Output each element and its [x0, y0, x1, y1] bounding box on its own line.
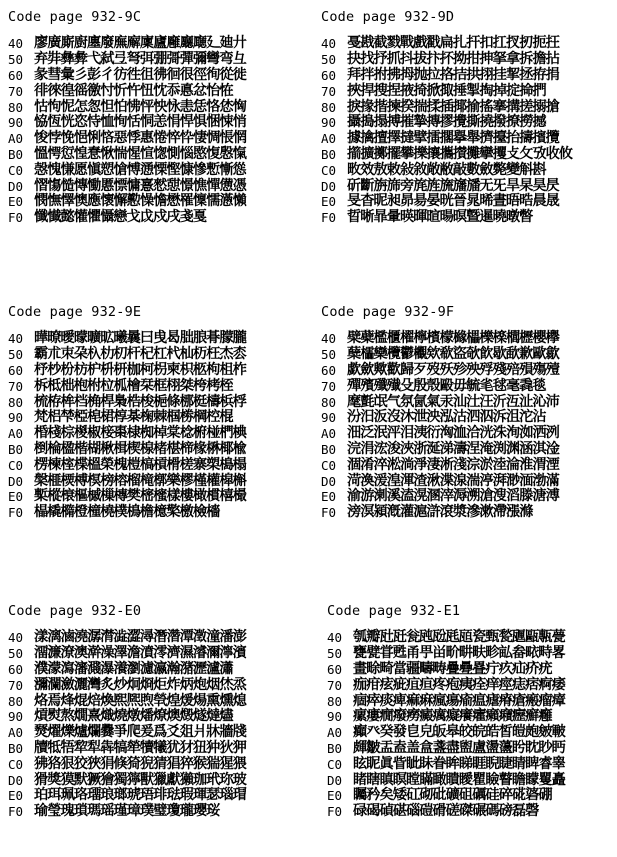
row-characters: 槃榧樮榑榠榜榕榴槞槨樂樛槿權槹槲	[34, 472, 246, 489]
row-offset-label: D0	[8, 473, 24, 489]
row-offset-label: 60	[8, 661, 24, 677]
char-table	[321, 36, 617, 226]
row-offset-label: 50	[8, 347, 24, 363]
table-row	[321, 194, 617, 210]
row-offset-label: 50	[321, 52, 337, 68]
row-characters: 麾氈氓气氛氤氣汞汕汢汪沂沍沚沁沛	[347, 393, 559, 410]
row-offset-label: D0	[321, 178, 337, 194]
row-characters: 檗蘗檻櫃櫂檸檳檬櫞櫑櫟檪櫚櫪櫻欅	[347, 330, 559, 347]
table-row	[8, 162, 304, 178]
row-offset-label: 80	[8, 394, 24, 410]
table-row	[8, 99, 304, 115]
row-offset-label: C0	[327, 756, 343, 772]
char-table	[8, 36, 304, 226]
row-characters: 汾汨汳沒沐泄泱泓沽泗泅泝沮沱沾	[347, 409, 546, 426]
code-page-block-9e	[8, 303, 304, 521]
row-characters: 瘰瘻癇癈癆癜癘癡癢癨癩癪癧癬癰	[353, 708, 552, 725]
row-offset-label: E0	[321, 489, 337, 505]
table-row	[327, 772, 617, 788]
table-row	[8, 347, 304, 363]
table-row	[321, 178, 617, 194]
row-characters: 據擒擅擇撻擘擂擱擧舉擠擡抬擣擯攬	[347, 130, 559, 147]
row-offset-label: 60	[327, 661, 343, 677]
char-table	[321, 331, 617, 521]
row-characters: 癲癶癸發皀皃皈皋皎皖皓皙皚皰皴皸	[353, 724, 565, 741]
row-characters: 睹瞎瞋瞑瞠瞞瞰瞶瞹瞿瞼瞽瞻矇矍矗	[353, 771, 565, 788]
table-row	[321, 442, 617, 458]
row-characters: 懺懴懿懽懼懾戀戈戉戍戌戔戛	[34, 209, 207, 226]
row-offset-label: 60	[8, 362, 24, 378]
row-characters: 拜拌拊拂拇抛拉挌拮拱挧挂挈拯拵捐	[347, 66, 559, 83]
table-row	[327, 646, 617, 662]
row-characters: 牘牴牾犂犁犇犒犖犢犧犹犲狃狆狄狎	[34, 739, 246, 756]
row-offset-label: C0	[321, 162, 337, 178]
table-row	[321, 68, 617, 84]
table-row	[321, 505, 617, 521]
row-offset-label: 70	[8, 378, 24, 394]
row-characters: 彖彗彙彡彭彳彷徃徂彿徊很徑徇從徙	[34, 66, 246, 83]
row-characters: 涸淆淬淞淌淨淒淅淺淙淤淕淪淮渭湮	[347, 456, 559, 473]
row-characters: 霸朮朿朶杁朸朷杆杞杠杙杣杤枉杰枩	[34, 346, 246, 363]
row-offset-label: 90	[8, 709, 24, 725]
table-row	[327, 756, 617, 772]
row-offset-label: 70	[8, 677, 24, 693]
row-offset-label: 40	[321, 331, 337, 347]
row-characters: 徘徠徨徭徼忖忻忤忸忱忝悳忿怡恠	[34, 82, 233, 99]
table-row	[8, 210, 304, 226]
row-characters: 柝柢柮枹柎柆柧檜栞框栩桀桍栲桎	[34, 377, 233, 394]
block-title: Code page 932-E0	[8, 603, 142, 619]
row-offset-label: C0	[8, 756, 24, 772]
row-characters: 晢晰暃暈暎暉暄暘暝曁暹曉暾暼	[347, 209, 533, 226]
table-row	[8, 363, 304, 379]
row-characters: 燹燿爍爐爛爨爭爬爰爲爻爼爿牀牆牋	[34, 724, 246, 741]
row-offset-label: D0	[321, 473, 337, 489]
row-offset-label: B0	[8, 146, 24, 162]
row-offset-label: 90	[8, 410, 24, 426]
block-title: Code page 932-E1	[327, 603, 461, 619]
table-row	[327, 741, 617, 757]
row-offset-label: D0	[327, 772, 343, 788]
table-row	[8, 662, 304, 678]
row-characters: 捩掾揩揀揆揣揉插揶揄搖搴搆搓搦搶	[347, 98, 559, 115]
row-characters: 橸橇橢橙橦橈樸樢檐檍檠檄檢檣	[34, 504, 220, 521]
row-characters: 痂疳痃疵疽疸疼疱痍痊痒痙痣痞痾痿	[353, 676, 565, 693]
row-characters: 渮渙湲湟渾渣湫渫湶湍渟湃渺湎渤滿	[347, 472, 559, 489]
row-offset-label: E0	[8, 194, 24, 210]
code-page-block-9f	[321, 303, 617, 521]
table-row	[327, 693, 617, 709]
row-offset-label: 70	[321, 83, 337, 99]
row-characters: 憫憮懌懊應懷懈懃懆憺懋罹懍懦懣懶	[34, 193, 246, 210]
row-characters: 瀰瀾瀲灑灣炙炒炯烱炬炸炳炮烟烋烝	[34, 676, 246, 693]
row-offset-label: A0	[8, 725, 24, 741]
row-characters: 戞戡截戮戰戲戳扁扎扞扣扛扠扨扼抂	[347, 35, 559, 52]
table-row	[8, 505, 304, 521]
row-offset-label: 50	[321, 347, 337, 363]
row-characters: 愨愧慊愿愼愬愴愽慂慄慳慷慘慙慚慫	[34, 161, 246, 178]
row-offset-label: A0	[8, 131, 24, 147]
row-characters: 畋效敖敕敍敘敞敝敲數斂斃變斛斟	[347, 161, 546, 178]
table-row	[327, 725, 617, 741]
table-row	[321, 99, 617, 115]
row-offset-label: 70	[321, 378, 337, 394]
row-characters: 悛悖悗悒悧悋惡悸惠惓悴忰悽惆悵惘	[34, 130, 246, 147]
row-characters: 楞楝榁楪榲榮槐榿槁槓榾槎寨槊槝榻	[34, 456, 246, 473]
row-offset-label: 90	[327, 709, 343, 725]
table-row	[321, 331, 617, 347]
table-row	[321, 473, 617, 489]
row-offset-label: B0	[321, 441, 337, 457]
row-offset-label: B0	[8, 740, 24, 756]
row-characters: 甕甓甞甦甬甼畄畍畊畉畛畆畚畩畤畧	[353, 645, 565, 662]
row-offset-label: F0	[8, 210, 24, 226]
row-offset-label: 80	[8, 693, 24, 709]
table-row	[8, 52, 304, 68]
row-offset-label: A0	[321, 426, 337, 442]
row-characters: 慴慯慥慱慟慝慓慵憙憖憇憬憔憚憊憑	[34, 177, 246, 194]
table-row	[8, 36, 304, 52]
table-row	[321, 210, 617, 226]
row-offset-label: E0	[8, 788, 24, 804]
table-row	[327, 709, 617, 725]
table-row	[8, 178, 304, 194]
row-characters: 弃弉彝彜弋弑弖弩弭弸彁彈彌彎弯彑	[34, 51, 246, 68]
table-row	[8, 788, 304, 804]
table-row	[8, 68, 304, 84]
table-row	[8, 693, 304, 709]
row-offset-label: B0	[327, 740, 343, 756]
row-offset-label: C0	[8, 457, 24, 473]
table-row	[327, 788, 617, 804]
row-offset-label: 50	[8, 52, 24, 68]
table-row	[8, 442, 304, 458]
char-table	[8, 331, 304, 521]
row-characters: 畫畭畸當疆疇畴疊疉疂疔疚疝疥疣	[353, 660, 552, 677]
table-row	[321, 378, 617, 394]
row-offset-label: 80	[327, 693, 343, 709]
row-offset-label: 80	[321, 394, 337, 410]
row-offset-label: F0	[8, 505, 24, 521]
row-offset-label: 90	[321, 115, 337, 131]
row-characters: 渝游溂溪溘滉溷滓溽溯滄溲滔滕溏溥	[347, 488, 559, 505]
char-table	[8, 630, 304, 820]
row-characters: 恊恆恍恣恃恤恂恬恫恙悁悍惧悃悚悄	[34, 114, 246, 131]
table-row	[321, 363, 617, 379]
row-characters: 殫殯殲殱殳殷殼毆毋毓毟毬毫毳毯	[347, 377, 546, 394]
table-row	[8, 756, 304, 772]
row-offset-label: 60	[321, 67, 337, 83]
table-row	[8, 115, 304, 131]
block-title: Code page 932-9F	[321, 304, 455, 320]
row-characters: 椡棆楹楷楜楸楫楔楾楮椹楴椽楙椰楡	[34, 440, 246, 457]
row-characters: 槧樅榱樞槭樔槫樊樒櫁樣樓橄樌橲樶	[34, 488, 246, 505]
row-characters: 痼瘁痰痺痲痳瘋瘍瘉瘟瘧瘠瘡瘢瘤瘴	[353, 692, 565, 709]
row-characters: 碌碣碵碪碯磑磆磋磔碾碼磅磊磬	[353, 803, 539, 820]
row-characters: 抉找抒抓抖拔抃抔拗拑抻拏拿拆擔拈	[347, 51, 559, 68]
table-row	[8, 331, 304, 347]
table-row	[321, 83, 617, 99]
table-row	[8, 804, 304, 820]
row-offset-label: 40	[327, 630, 343, 646]
table-row	[8, 677, 304, 693]
row-offset-label: 90	[8, 115, 24, 131]
row-offset-label: F0	[8, 804, 24, 820]
table-row	[8, 194, 304, 210]
row-offset-label: 90	[321, 410, 337, 426]
table-row	[321, 36, 617, 52]
char-table	[327, 630, 617, 820]
row-characters: 沺泛泯泙泪洟衍洶洫洽洸洙洵洳洒洌	[347, 425, 559, 442]
row-characters: 澑濂潦澳澣澡澤澹濆澪濟濕濬濔濘濱	[34, 645, 246, 662]
row-characters: 廖廣廝廚廛廢廡廨廩廬廱廳廰廴廸廾	[34, 35, 246, 52]
table-row	[327, 630, 617, 646]
row-characters: 漾漓滷澆潺潸澁澀潯潛濳潭澂潼潘澎	[34, 629, 246, 646]
row-offset-label: 60	[8, 67, 24, 83]
block-title: Code page 932-9D	[321, 9, 455, 25]
row-characters: 棔棧棕椶椒椄棗棣椥棹棠棯椨椪椚椣	[34, 425, 246, 442]
table-row	[321, 347, 617, 363]
row-offset-label: D0	[8, 772, 24, 788]
row-offset-label: B0	[321, 146, 337, 162]
row-offset-label: 50	[8, 646, 24, 662]
row-characters: 瓠瓣瓧瓩瓮瓲瓰瓱瓸瓷甄甃甅甌甎甍	[353, 629, 565, 646]
row-characters: 擶擴擲擺攀擽攘攜攅攤攣攫攴攵攷收攸	[347, 145, 573, 162]
table-row	[321, 115, 617, 131]
table-row	[321, 162, 617, 178]
row-offset-label: C0	[321, 457, 337, 473]
table-row	[8, 83, 304, 99]
row-characters: 皹皺盂盍盖盒盞盡盥盧盪蘯盻眈眇眄	[353, 739, 565, 756]
row-offset-label: 70	[8, 83, 24, 99]
row-offset-label: A0	[327, 725, 343, 741]
block-title: Code page 932-9E	[8, 304, 142, 320]
block-title: Code page 932-9C	[8, 9, 142, 25]
row-characters: 眩眤眞眥眦眛眷眸睇睚睨睫睛睥睿睾	[353, 755, 565, 772]
table-row	[8, 741, 304, 757]
table-row	[8, 147, 304, 163]
row-characters: 濮濛瀉瀋濺瀑瀁瀏濾瀛瀚潴瀝瀘瀟	[34, 660, 233, 677]
table-row	[8, 646, 304, 662]
table-row	[8, 410, 304, 426]
code-page-block-e0	[8, 602, 304, 820]
table-row	[327, 677, 617, 693]
code-page-block-9c	[8, 8, 304, 226]
table-row	[8, 426, 304, 442]
row-offset-label: 40	[8, 331, 24, 347]
row-characters: 斫斷旃旆旁旄旌旒旛旙无旡旱杲昊昃	[347, 177, 559, 194]
row-characters: 狒狢狠狡狹狷倏猗猊猜猖猝猴猯猩猥	[34, 755, 246, 772]
row-characters: 歔歛歟歡歸歹歿殀殄殃殍殘殕殞殤殪	[347, 361, 559, 378]
row-characters: 蘖櫺欒欖鬱欟欸欷盜欹飮歇歃歉歐歙	[347, 346, 559, 363]
row-offset-label: 40	[321, 36, 337, 52]
table-row	[327, 662, 617, 678]
row-characters: 浣涓浤浚浹浙涎涕濤涅淹渕渊涵淇淦	[347, 440, 559, 457]
table-row	[8, 394, 304, 410]
row-offset-label: 40	[8, 630, 24, 646]
row-characters: 怙怐怩怎怱怛怕怫怦怏怺恚恁恪恷恟	[34, 98, 246, 115]
table-row	[321, 426, 617, 442]
row-offset-label: E0	[8, 489, 24, 505]
table-row	[8, 709, 304, 725]
row-characters: 烙焉烽焜焙煥煕熈煦煢煌煖煬熏燻熄	[34, 692, 246, 709]
row-offset-label: 70	[327, 677, 343, 693]
table-row	[8, 457, 304, 473]
table-row	[321, 147, 617, 163]
table-row	[8, 489, 304, 505]
table-row	[8, 725, 304, 741]
row-offset-label: 50	[327, 646, 343, 662]
row-offset-label: F0	[321, 210, 337, 226]
table-row	[321, 457, 617, 473]
table-row	[8, 630, 304, 646]
table-row	[327, 804, 617, 820]
table-row	[8, 378, 304, 394]
row-offset-label: 80	[8, 99, 24, 115]
table-row	[321, 131, 617, 147]
row-characters: 杼杪枌枋枦枡枅枷柯枴柬枳柩枸柤柞	[34, 361, 246, 378]
row-characters: 瑜瑩瑰瑣瑪瑶瑾璋璞璧瓊瓏瓔珱	[34, 803, 220, 820]
row-characters: 滂溟潁漑灌滬滸滾漿滲漱滯漲滌	[347, 504, 533, 521]
row-offset-label: F0	[327, 804, 343, 820]
row-characters: 梵梠梺椏梍桾椁棊椈棘椢椦棡椌棍	[34, 409, 233, 426]
row-offset-label: F0	[321, 505, 337, 521]
table-row	[321, 410, 617, 426]
row-characters: 梳栫桙档桷桿梟梏梭梔條梛梃檮梹桴	[34, 393, 246, 410]
row-offset-label: E0	[327, 788, 343, 804]
row-offset-label: B0	[8, 441, 24, 457]
row-characters: 挾捍搜捏掖掎掀掫捶掣掏掉掟掵捫	[347, 82, 546, 99]
row-offset-label: 40	[8, 36, 24, 52]
row-offset-label: 80	[321, 99, 337, 115]
row-offset-label: A0	[321, 131, 337, 147]
row-characters: 曄暸曖曚曠昿曦曩曰曵曷朏朖朞朦朧	[34, 330, 246, 347]
row-characters: 猾獎獏默獗獪獨獰獸獵獻獺珈玳珎玻	[34, 771, 246, 788]
table-row	[321, 394, 617, 410]
table-row	[8, 131, 304, 147]
code-page-block-9d	[321, 8, 617, 226]
row-characters: 矚矜矣矮矼砌砒礦砠礪硅碎硴碆硼	[353, 787, 552, 804]
row-characters: 熕熨熬燗熹熾燒燉燔燎燠燬燧燵燼	[34, 708, 233, 725]
table-row	[321, 52, 617, 68]
row-characters: 攝搗搨搏摧摯摶摎攪撕撓撥撩撈撼	[347, 114, 546, 131]
row-characters: 旻杳昵昶昴昜晏晄晉晁晞晝晤晧晨晟	[347, 193, 559, 210]
row-offset-label: E0	[321, 194, 337, 210]
row-characters: 慍愕愆惶惷愀惴惺愃愡惻惱愍愎慇愾	[34, 145, 246, 162]
table-row	[8, 772, 304, 788]
table-row	[8, 473, 304, 489]
row-offset-label: D0	[8, 178, 24, 194]
row-offset-label: C0	[8, 162, 24, 178]
row-characters: 珀珥珮珞璢琅瑯琥珸琲琺瑕琿瑟瑙瑁	[34, 787, 246, 804]
table-row	[321, 489, 617, 505]
row-offset-label: A0	[8, 426, 24, 442]
row-offset-label: 60	[321, 362, 337, 378]
code-page-block-e1	[327, 602, 617, 820]
